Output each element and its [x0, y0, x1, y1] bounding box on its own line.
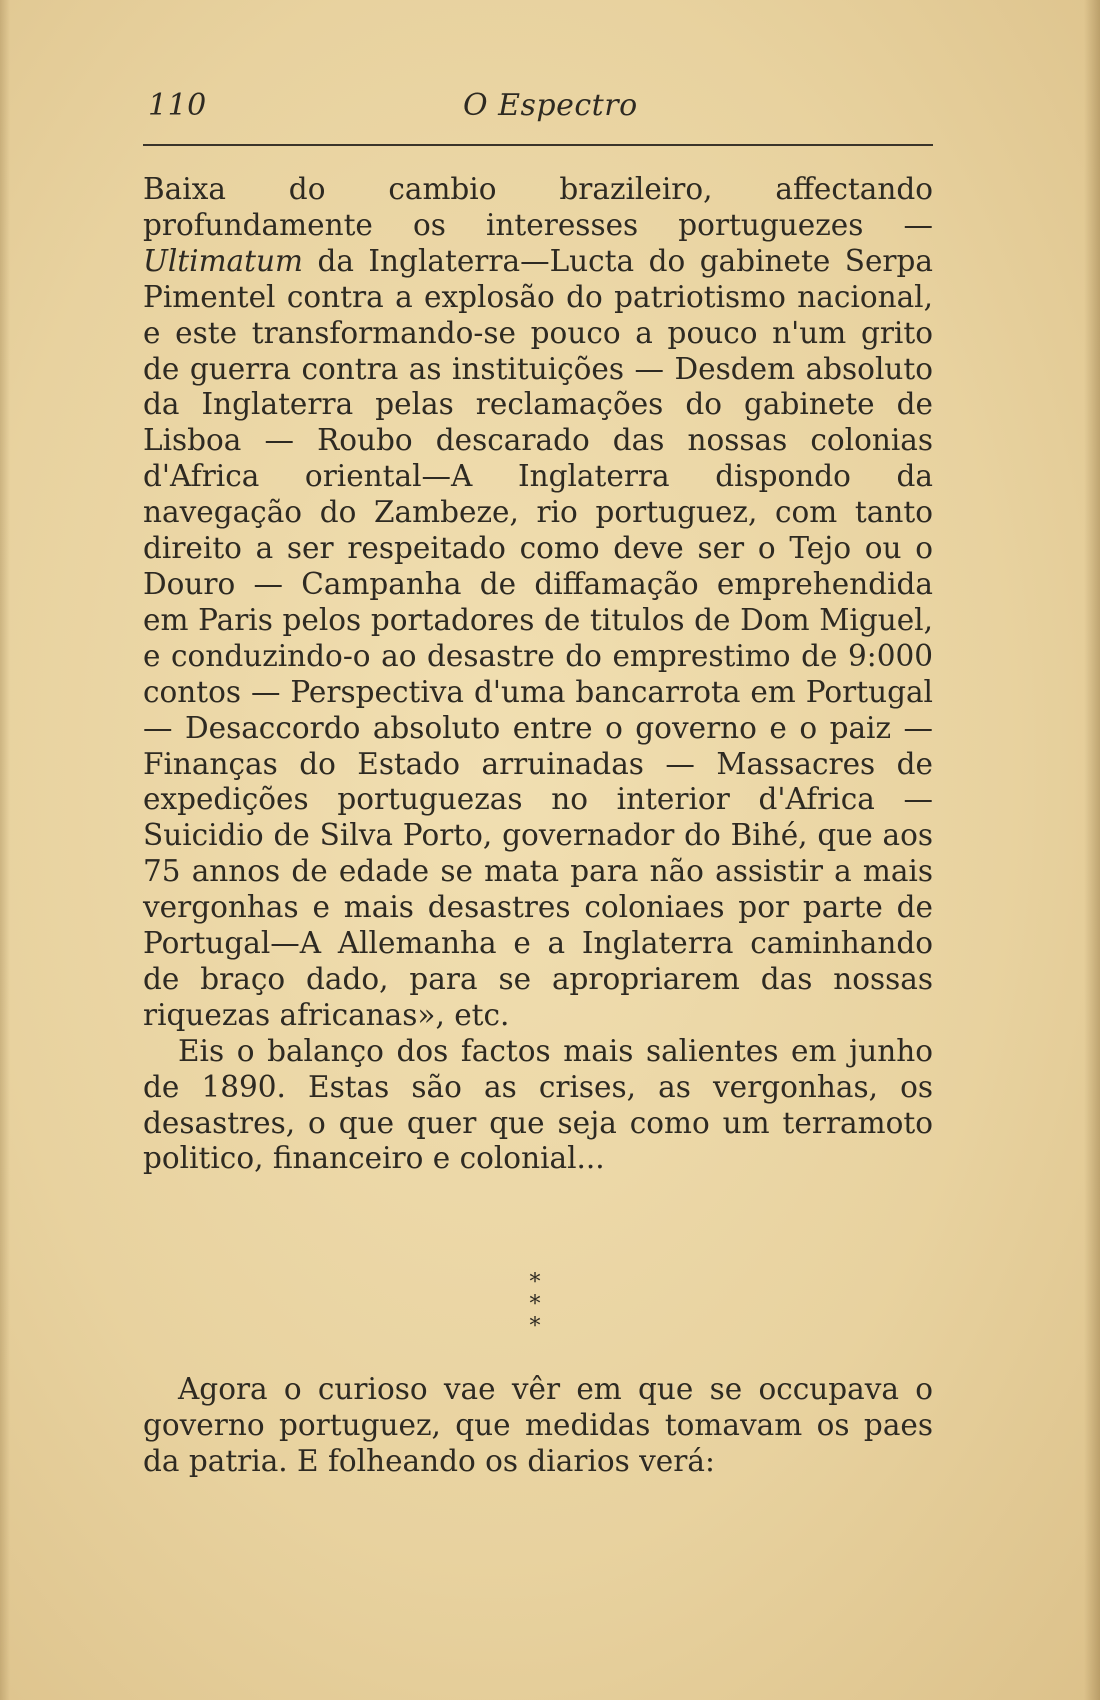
page-edge-shadow-right: [1084, 0, 1100, 1700]
running-header: [143, 88, 933, 128]
paragraph-1: [143, 172, 933, 1034]
asterism-bottom: * *: [529, 1292, 559, 1339]
paragraph-1-part-1: Baixa do cambio brazileiro, affectando profundamente os interesses portuguezes —: [143, 172, 933, 242]
body-text: [143, 172, 933, 1177]
asterism-top: *: [529, 1270, 541, 1295]
page-edge-shadow-left: [0, 0, 10, 1700]
paragraph-2: Eis o balanço dos factos mais salientes em junho de 1890. Estas são as crises, as vergonhas, os desastres, o que quer que seja como um terramoto politico, financeiro e colonial...: [143, 1033, 933, 1176]
paragraph-1-italic: Ultimatum: [143, 243, 303, 278]
running-title: O Espectro: [463, 88, 638, 123]
page-number: 110: [148, 88, 207, 123]
asterism-divider: [490, 1270, 580, 1339]
paragraph-1-part-2: da Inglaterra—Lucta do gabinete Serpa Pimentel contra a explosão do patriotismo nacional, e este transformando-se pouco a pouco n'um grito de guerra contra as instituições — Desdem absoluto da Inglaterra pelas reclamações do gabinete de Lisboa — Roubo descarado das nossas colonias d'Africa oriental—A Inglaterra dispondo da navegação do Zambeze, rio portuguez, com tanto direito a ser respeitado como deve ser o Tejo ou o Douro — Campanha de diffamação emprehendida em Paris pelos portadores de titulos de Dom Miguel, e conduzindo-o ao desastre do emprestimo de 9:000 contos — Perspectiva d'uma bancarrota em Portugal — Desaccordo absoluto entre o governo e o paiz — Finanças do Estado arruinadas — Massacres de expedições portuguezas no interior d'Africa — Suicidio de Silva Porto, governador do Bihé, que aos 75 annos de edade se mata para não assistir a mais vergonhas e mais desastres coloniaes por parte de Portugal—A Allemanha e a Inglaterra caminhando de braço dado, para se apropriarem das nossas riquezas africanas», etc.: [143, 243, 933, 1032]
paragraph-3: Agora o curioso vae vêr em que se occupava o governo portuguez, que medidas tomavam os paes da patria. E folheando os diarios verá:: [143, 1372, 933, 1478]
body-text-continued: [143, 1372, 933, 1480]
header-rule: [143, 144, 933, 146]
